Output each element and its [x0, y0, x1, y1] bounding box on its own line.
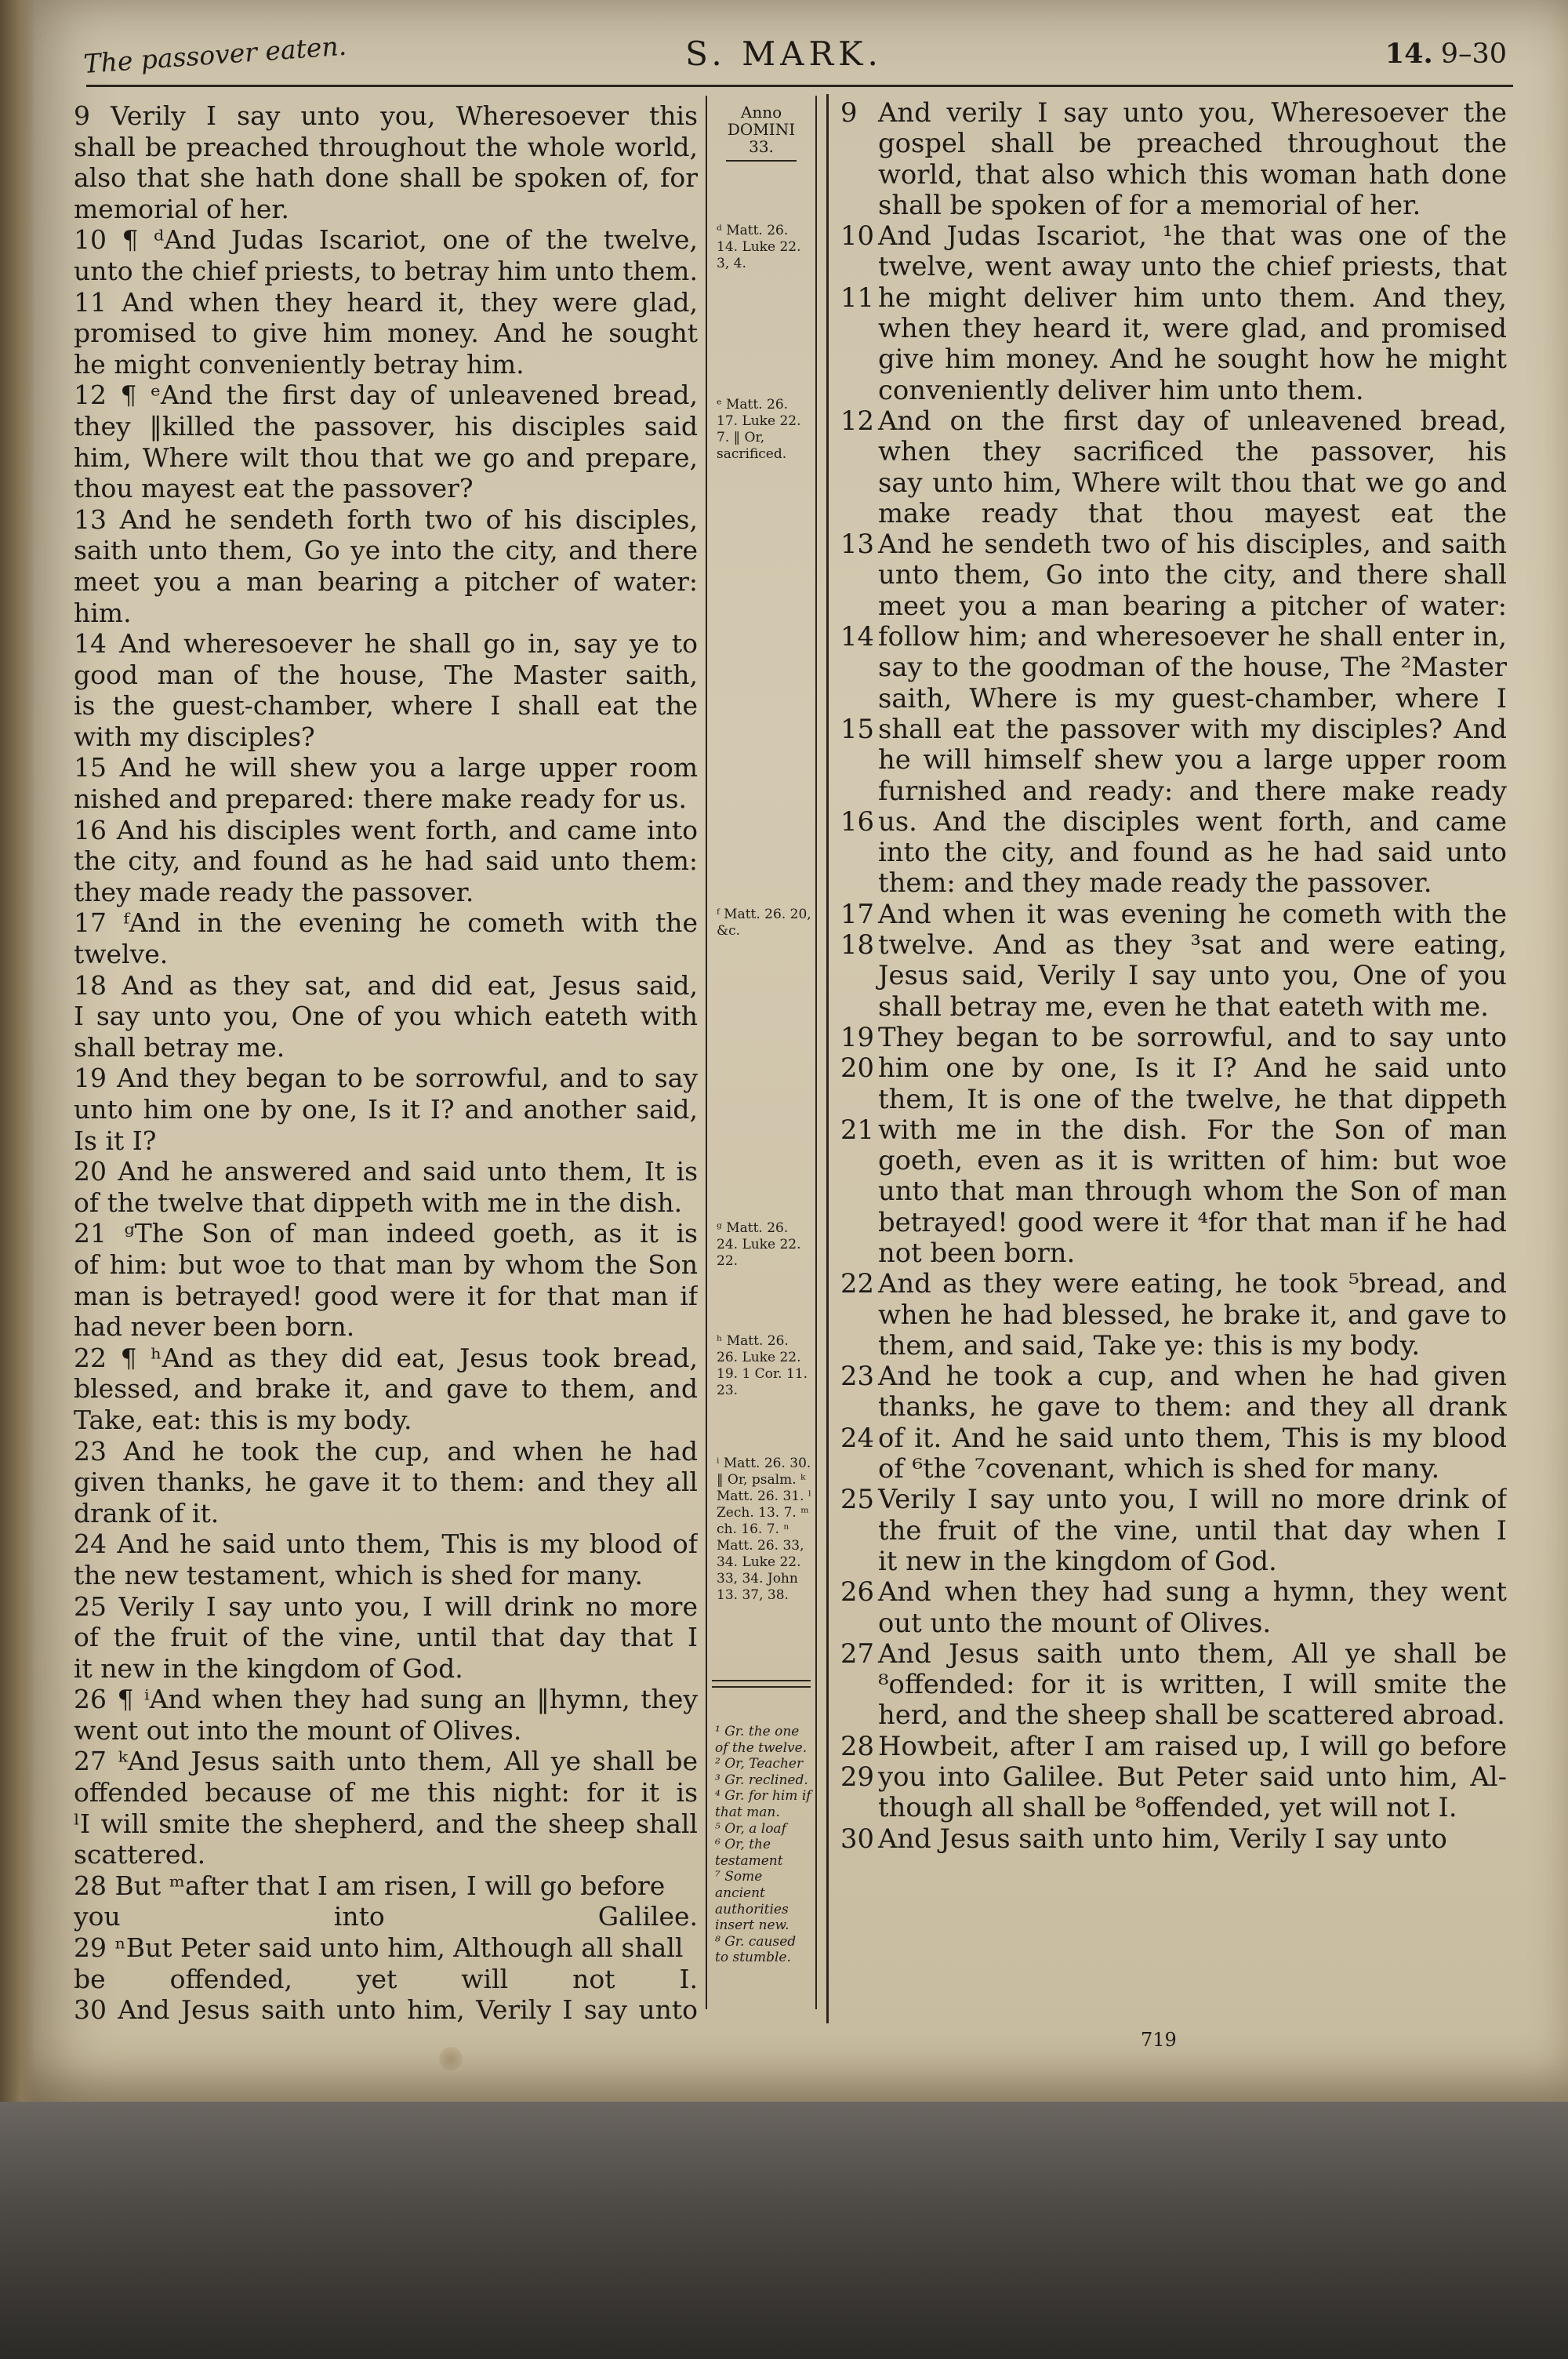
- revised-line: [840, 621, 1507, 652]
- kjv-line-text: 16 And his disciples went forth, and came into: [74, 814, 698, 845]
- revised-line-text: he might deliver him unto them. And they,: [878, 282, 1507, 313]
- kjv-line: [74, 1001, 698, 1032]
- kjv-line-text: you into Galilee.: [74, 1901, 698, 1932]
- kjv-line-text: 30 And Jesus saith unto him, Verily I say unto: [74, 1994, 698, 2026]
- reference-margin: [706, 96, 817, 2009]
- kjv-line: [74, 1901, 698, 1932]
- kjv-line-text: be offended, yet will not I.: [74, 1963, 698, 1994]
- revised-line: [840, 190, 1507, 220]
- revised-line-text: meet you a man bearing a pitcher of water:: [878, 590, 1507, 621]
- revised-line-text: them, and said, Take ye: this is my body.: [878, 1329, 1421, 1361]
- kjv-line: [74, 628, 698, 660]
- revised-line-text: follow him; and wheresoever he shall enter in,: [878, 621, 1507, 652]
- footnote: ⁴ Gr. for him if that man.: [715, 1788, 811, 1820]
- kjv-line-text: 13 And he sendeth forth two of his disciples,: [74, 503, 698, 535]
- kjv-line: [74, 256, 698, 287]
- chapter-number: 14.: [1385, 38, 1433, 70]
- revised-line-text: say to the goodman of the house, The ²Master: [878, 652, 1507, 683]
- revised-line-text: make ready that thou mayest eat the: [878, 497, 1507, 529]
- revised-line-text: gospel shall be preached throughout the: [878, 128, 1507, 159]
- kjv-line-text: scattered.: [74, 1839, 206, 1870]
- kjv-line: [74, 1528, 698, 1560]
- verse-number: 28: [840, 1730, 875, 1761]
- kjv-line-text: the city, and found as he had said unto them:: [74, 845, 698, 877]
- revised-line: [840, 899, 1507, 929]
- running-head-left: The passover eaten.: [82, 30, 348, 79]
- footnote: ⁵ Or, a loaf: [715, 1820, 786, 1837]
- revised-line-text: into the city, and found as he had said unto: [878, 837, 1507, 868]
- kjv-line: [74, 535, 698, 566]
- kjv-line: [74, 224, 698, 256]
- revised-line: [840, 1084, 1507, 1114]
- revised-line-text: with me in the dish. For the Son of man: [878, 1114, 1507, 1145]
- revised-line: [840, 1576, 1507, 1607]
- kjv-line: [74, 504, 698, 536]
- revised-line-text: And Judas Iscariot, ¹he that was one of the: [878, 220, 1507, 252]
- anno-domini: [707, 104, 815, 162]
- revised-line-text: And Jesus saith unto him, Verily I say unto: [878, 1823, 1447, 1854]
- kjv-line-text: unto the chief priests, to betray him unto them.: [74, 255, 698, 286]
- revised-line-text: when they sacrificed the passover, his: [878, 436, 1507, 467]
- verse-number: 19: [840, 1021, 875, 1052]
- kjv-line: [74, 815, 698, 846]
- kjv-line-text: 20 And he answered and said unto them, It is: [74, 1156, 698, 1187]
- kjv-line: [74, 1343, 698, 1374]
- kjv-line-text: unto him one by one, Is it I? and another said,: [74, 1094, 698, 1125]
- revised-line: [840, 1792, 1507, 1823]
- revised-line: [840, 1330, 1507, 1361]
- kjv-line: [74, 722, 698, 753]
- verse-number: 27: [840, 1637, 875, 1669]
- kjv-line-text: of him: but woe to that man by whom the Son: [74, 1249, 698, 1280]
- revised-line-text: the fruit of the vine, until that day when I: [878, 1514, 1507, 1546]
- revised-line: [840, 867, 1507, 898]
- revised-line-text: you into Galilee. But Peter said unto him, Al-: [878, 1761, 1507, 1793]
- kjv-line-text: memorial of her.: [74, 193, 290, 224]
- revised-line: [840, 405, 1507, 436]
- verse-number: 9: [840, 97, 858, 128]
- revised-line: [840, 1608, 1507, 1638]
- revised-line: [840, 1515, 1507, 1546]
- kjv-line-text: shall be preached throughout the whole world,: [74, 131, 698, 162]
- kjv-line: [74, 1560, 698, 1591]
- page-stain: [439, 2047, 463, 2070]
- revised-line: [840, 1145, 1507, 1176]
- revised-line-text: conveniently deliver him unto them.: [878, 374, 1364, 405]
- margin-note: ᵍ Matt. 26. 24. Luke 22. 22.: [717, 1220, 801, 1269]
- kjv-line: [74, 100, 698, 132]
- kjv-line: [74, 162, 698, 194]
- revised-line-text: out unto the mount of Olives.: [878, 1607, 1272, 1638]
- kjv-line-text: 17 ᶠAnd in the evening he cometh with the: [74, 907, 698, 939]
- revised-line-text: when they heard it, were glad, and promised: [878, 313, 1507, 344]
- page-number: 719: [1141, 2029, 1177, 2051]
- revised-line: [840, 1361, 1507, 1391]
- kjv-line: [74, 1591, 698, 1623]
- margin-note: ᵈ Matt. 26. 14. Luke 22. 3, 4.: [717, 223, 801, 271]
- kjv-line-text: with my disciples?: [74, 721, 315, 752]
- revised-line-text: And he sendeth two of his disciples, and saith: [878, 529, 1507, 560]
- revised-line-text: of ⁶the ⁷covenant, which is shed for many.: [878, 1453, 1440, 1485]
- kjv-line: [74, 845, 698, 877]
- revised-line: [840, 498, 1507, 529]
- verse-number: 18: [840, 929, 875, 961]
- kjv-line: [74, 877, 698, 908]
- kjv-line: [74, 939, 698, 970]
- margin-note: ⁱ Matt. 26. 30. ‖ Or, psalm. ᵏ Matt. 26. 31. ˡ Zech. 13. 7. ᵐ ch. 16. 7. ⁿ Matt. 26. 33, 34. Luke 22. 33, 34. John 13. 37, 38.: [717, 1456, 812, 1603]
- kjv-line-text: saith unto them, Go ye into the city, and there: [74, 535, 698, 566]
- margin-note: ᶠ Matt. 26. 20, &c.: [717, 907, 811, 939]
- revised-line: [840, 776, 1507, 806]
- revised-line: [840, 683, 1507, 714]
- kjv-line-text: had never been born.: [74, 1311, 355, 1343]
- kjv-line-text: he might conveniently betray him.: [74, 348, 524, 380]
- footnote: ³ Gr. reclined.: [715, 1772, 808, 1788]
- revised-line-text: And as they were eating, he took ⁵bread, and: [878, 1268, 1507, 1299]
- kjv-line: [74, 598, 698, 629]
- verse-number: 20: [840, 1052, 875, 1084]
- verse-number: 12: [840, 405, 875, 436]
- verse-number: 16: [840, 805, 875, 837]
- revised-line: [840, 1423, 1507, 1453]
- revised-line: [840, 1238, 1507, 1268]
- revised-line: [840, 1699, 1507, 1730]
- kjv-line: [74, 907, 698, 939]
- revised-line-text: though all shall be ⁸offended, yet will not I.: [878, 1792, 1457, 1823]
- revised-line: [840, 220, 1507, 251]
- revised-line-text: of it. And he said unto them, This is my blood: [878, 1422, 1507, 1453]
- kjv-column: [74, 100, 698, 2026]
- kjv-line: [74, 752, 698, 783]
- kjv-line: [74, 1094, 698, 1125]
- margin-note: ʰ Matt. 26. 26. Luke 22. 19. 1 Cor. 11. 23.: [717, 1333, 808, 1398]
- kjv-line-text: shall betray me.: [74, 1031, 285, 1063]
- kjv-line: [74, 1218, 698, 1249]
- revised-line-text: twelve. And as they ³sat and were eating,: [878, 929, 1507, 961]
- revised-line: [840, 1207, 1507, 1238]
- kjv-line-text: 25 Verily I say unto you, I will drink no more: [74, 1590, 698, 1622]
- kjv-line: [74, 1125, 698, 1157]
- revised-line-text: They began to be sorrowful, and to say unto: [878, 1021, 1507, 1052]
- kjv-line: [74, 411, 698, 442]
- column-rule: [826, 94, 829, 2023]
- verse-number: 30: [840, 1823, 875, 1854]
- margin-note: ᵉ Matt. 26. 17. Luke 22. 7. ‖ Or, sacrificed.: [717, 397, 801, 462]
- kjv-line-text: promised to give him money. And he sought: [74, 318, 698, 349]
- revised-line-text: when he had blessed, he brake it, and gave to: [878, 1299, 1507, 1330]
- revised-line: [840, 1761, 1507, 1792]
- revised-line: [840, 97, 1507, 128]
- footnote: ⁶ Or, the testament: [715, 1837, 783, 1869]
- kjv-line: [74, 1311, 698, 1343]
- footnote: ² Or, Teacher: [715, 1756, 804, 1772]
- kjv-line: [74, 1281, 698, 1312]
- revised-line: [840, 251, 1507, 282]
- kjv-line: [74, 970, 698, 1001]
- kjv-line-text: 21 ᵍThe Son of man indeed goeth, as it is: [74, 1218, 698, 1249]
- revised-line: [840, 1731, 1507, 1761]
- revised-line-text: us. And the disciples went forth, and came: [878, 805, 1507, 837]
- kjv-line: [74, 1684, 698, 1715]
- revised-line-text: say unto him, Where wilt thou that we go and: [878, 467, 1507, 498]
- revised-line: [840, 1391, 1507, 1422]
- verse-number: 13: [840, 529, 875, 560]
- revised-line-text: world, that also which this woman hath done: [878, 158, 1507, 190]
- revised-line: [840, 436, 1507, 467]
- kjv-line-text: 9 Verily I say unto you, Wheresoever this: [74, 100, 698, 131]
- revised-line: [840, 1114, 1507, 1145]
- verse-number: 21: [840, 1114, 875, 1145]
- revised-line: [840, 744, 1507, 775]
- kjv-line: [74, 1032, 698, 1063]
- header-rule: [86, 85, 1513, 87]
- revised-line-text: them: and they made ready the passover.: [878, 867, 1432, 899]
- revised-line-text: him one by one, Is it I? And he said unto: [878, 1052, 1507, 1084]
- revised-line-text: not been born.: [878, 1237, 1076, 1268]
- kjv-line: [74, 380, 698, 411]
- kjv-line-text: of the twelve that dippeth with me in the dish.: [74, 1187, 683, 1218]
- kjv-line-text: good man of the house, The Master saith,: [74, 659, 698, 690]
- kjv-line-text: thou mayest eat the passover?: [74, 473, 474, 504]
- kjv-line-text: 19 And they began to be sorrowful, and to say: [74, 1063, 698, 1094]
- kjv-line: [74, 1063, 698, 1094]
- revised-line-text: Howbeit, after I am raised up, I will go before: [878, 1730, 1507, 1761]
- revised-line: [840, 159, 1507, 190]
- verse-number: 22: [840, 1268, 875, 1299]
- kjv-line: [74, 566, 698, 598]
- revised-line-text: unto that man through whom the Son of man: [878, 1176, 1507, 1207]
- kjv-line-text: Is it I?: [74, 1125, 157, 1156]
- revised-line-text: thanks, he gave to them: and they all drank: [878, 1391, 1507, 1423]
- kjv-line-text: 22 ¶ ʰAnd as they did eat, Jesus took bread,: [74, 1342, 698, 1373]
- verse-number: 24: [840, 1422, 875, 1453]
- revised-line-text: shall betray me, even he that eateth with me.: [878, 990, 1489, 1022]
- revised-line-text: And he took a cup, and when he had given: [878, 1361, 1507, 1392]
- kjv-line-text: 28 But ᵐafter that I am risen, I will go before: [74, 1870, 666, 1901]
- kjv-line-text: drank of it.: [74, 1497, 220, 1528]
- revised-line-text: ⁸offended: for it is written, I will smite the: [878, 1669, 1507, 1700]
- revised-line-text: Jesus said, Verily I say unto you, One of you: [878, 960, 1507, 991]
- revised-footnotes: [715, 1724, 812, 1966]
- kjv-line-text: 11 And when they heard it, they were glad,: [74, 286, 698, 318]
- revised-line-text: And when it was evening he cometh with the: [878, 898, 1507, 929]
- verse-number: 14: [840, 621, 875, 652]
- footnote: ⁸ Gr. caused to stumble.: [715, 1933, 797, 1966]
- kjv-line-text: him, Where wilt thou that we go and prepare,: [74, 442, 698, 473]
- kjv-line-text: 26 ¶ ⁱAnd when they had sung an ‖hymn, they: [74, 1684, 698, 1715]
- table-surface: [0, 2102, 1568, 2359]
- kjv-line: [74, 1622, 698, 1653]
- revised-line-text: he will himself shew you a large upper room: [878, 744, 1507, 776]
- revised-line: [840, 806, 1507, 837]
- verse-number: 15: [840, 713, 875, 744]
- revised-line: [840, 929, 1507, 960]
- revised-line-text: give him money. And he sought how he might: [878, 343, 1507, 375]
- kjv-line: [74, 783, 698, 815]
- book-gutter: [0, 0, 35, 2102]
- revised-line: [840, 1823, 1507, 1854]
- kjv-line: [74, 1994, 698, 2026]
- revised-line-text: And verily I say unto you, Wheresoever the: [878, 97, 1507, 128]
- revised-line-text: And on the first day of unleavened bread,: [878, 405, 1507, 436]
- revised-line-text: it new in the kingdom of God.: [878, 1545, 1277, 1576]
- kjv-line: [74, 1777, 698, 1808]
- kjv-line-text: went out into the mount of Olives.: [74, 1714, 522, 1746]
- kjv-line-text: nished and prepared: there make ready for us.: [74, 783, 688, 815]
- revised-line-text: And when they had sung a hymn, they went: [878, 1576, 1507, 1608]
- revised-line: [840, 652, 1507, 682]
- kjv-line: [74, 318, 698, 349]
- kjv-line: [74, 132, 698, 163]
- revised-line: [840, 991, 1507, 1022]
- kjv-line-text: is the guest-chamber, where I shall eat the: [74, 690, 698, 722]
- revised-line: [840, 375, 1507, 405]
- kjv-line: [74, 1870, 698, 1902]
- revised-line: [840, 1669, 1507, 1699]
- revised-line: [840, 128, 1507, 158]
- kjv-line-text: 12 ¶ ᵉAnd the first day of unleavened bread,: [74, 380, 698, 411]
- revised-line: [840, 1484, 1507, 1514]
- revised-column: [840, 97, 1507, 1854]
- revised-line-text: goeth, even as it is written of him: but woe: [878, 1145, 1507, 1176]
- kjv-line: [74, 1249, 698, 1281]
- verse-number: 10: [840, 220, 875, 252]
- revised-line: [840, 1176, 1507, 1206]
- kjv-line: [74, 473, 698, 504]
- verse-number: 29: [840, 1761, 875, 1793]
- revised-line-text: shall eat the passover with my disciples? And: [878, 713, 1507, 744]
- kjv-line-text: 14 And wheresoever he shall go in, say ye to: [74, 628, 698, 660]
- revised-line-text: Verily I say unto you, I will no more drink of: [878, 1484, 1507, 1515]
- revised-line: [840, 1546, 1507, 1576]
- kjv-line-text: man is betrayed! good were it for that man if: [74, 1280, 698, 1311]
- kjv-line-text: given thanks, he gave it to them: and they all: [74, 1467, 698, 1498]
- verse-range: 9–30: [1440, 38, 1507, 70]
- revised-line-text: twelve, went away unto the chief priests, that: [878, 251, 1507, 282]
- verse-number: 26: [840, 1576, 875, 1608]
- kjv-line: [74, 1498, 698, 1529]
- kjv-line-text: Take, eat: this is my body.: [74, 1404, 412, 1435]
- anno-line: DOMINI: [727, 120, 796, 139]
- kjv-line-text: him.: [74, 597, 132, 628]
- anno-line: Anno: [740, 103, 782, 122]
- kjv-line: [74, 194, 698, 225]
- kjv-line: [74, 1436, 698, 1467]
- revised-line: [840, 960, 1507, 990]
- footnote: ⁷ Some ancient authorities insert new.: [715, 1869, 789, 1934]
- kjv-line: [74, 1964, 698, 1995]
- kjv-line: [74, 287, 698, 318]
- kjv-line-text: it new in the kingdom of God.: [74, 1652, 463, 1684]
- kjv-line: [74, 690, 698, 722]
- kjv-line: [74, 1653, 698, 1685]
- revised-line: [840, 837, 1507, 867]
- kjv-line: [74, 1932, 698, 1964]
- kjv-line-text: 27 ᵏAnd Jesus saith unto them, All ye shall be: [74, 1746, 698, 1777]
- chapter-verse-range: [1385, 38, 1507, 70]
- kjv-line-text: ˡI will smite the shepherd, and the sheep shall: [74, 1808, 698, 1839]
- kjv-line-text: 23 And he took the cup, and when he had: [74, 1435, 698, 1467]
- verse-number: 23: [840, 1361, 875, 1392]
- kjv-line-text: 18 And as they sat, and did eat, Jesus said,: [74, 969, 698, 1001]
- verse-number: 11: [840, 282, 875, 313]
- kjv-line-text: twelve.: [74, 939, 169, 970]
- revised-line: [840, 529, 1507, 559]
- kjv-line: [74, 349, 698, 380]
- kjv-line-text: they ‖killed the passover, his disciples said: [74, 410, 698, 442]
- kjv-line-text: the new testament, which is shed for many.: [74, 1559, 643, 1590]
- kjv-line: [74, 1187, 698, 1219]
- revised-line: [840, 714, 1507, 744]
- revised-line: [840, 591, 1507, 621]
- kjv-line: [74, 1373, 698, 1405]
- revised-line-text: unto them, Go into the city, and there shall: [878, 559, 1507, 591]
- kjv-line-text: of the fruit of the vine, until that day that I: [74, 1622, 698, 1653]
- revised-line-text: furnished and ready: and there make ready: [878, 775, 1507, 806]
- revised-line: [840, 1022, 1507, 1052]
- kjv-line: [74, 1808, 698, 1840]
- revised-line-text: betrayed! good were it ⁴for that man if he had: [878, 1206, 1507, 1238]
- revised-line: [840, 1268, 1507, 1299]
- footnote-rule: [712, 1680, 811, 1688]
- revised-line: [840, 313, 1507, 343]
- kjv-line-text: 10 ¶ ᵈAnd Judas Iscariot, one of the twelve,: [74, 224, 698, 256]
- book-title: S. MARK.: [685, 35, 883, 73]
- kjv-line-text: meet you a man bearing a pitcher of water:: [74, 565, 698, 597]
- kjv-line: [74, 1715, 698, 1747]
- revised-line-text: herd, and the sheep shall be scattered abroad.: [878, 1699, 1505, 1731]
- kjv-line-text: 15 And he will shew you a large upper room: [74, 752, 698, 783]
- revised-line-text: saith, Where is my guest-chamber, where I: [878, 682, 1507, 714]
- kjv-line-text: 29 ⁿBut Peter said unto him, Although all shall: [74, 1932, 684, 1964]
- revised-line: [840, 1638, 1507, 1669]
- revised-line: [840, 1052, 1507, 1083]
- revised-line: [840, 282, 1507, 313]
- kjv-line: [74, 1746, 698, 1777]
- kjv-line-text: I say unto you, One of you which eateth with: [74, 1001, 698, 1032]
- kjv-line-text: they made ready the passover.: [74, 876, 474, 907]
- kjv-line-text: 24 And he said unto them, This is my blood of: [74, 1528, 698, 1560]
- kjv-line: [74, 1839, 698, 1870]
- kjv-line: [74, 1467, 698, 1498]
- kjv-line-text: offended because of me this night: for it is: [74, 1777, 698, 1808]
- kjv-line: [74, 660, 698, 691]
- kjv-line: [74, 1156, 698, 1187]
- revised-line-text: shall be spoken of for a memorial of her.: [878, 189, 1421, 220]
- kjv-line: [74, 442, 698, 474]
- verse-number: 25: [840, 1484, 875, 1515]
- revised-line: [840, 559, 1507, 590]
- revised-line: [840, 1453, 1507, 1484]
- anno-year: 33.: [749, 137, 774, 156]
- revised-line: [840, 343, 1507, 374]
- kjv-line-text: also that she hath done shall be spoken of, for: [74, 162, 698, 194]
- footnote: ¹ Gr. the one of the twelve.: [715, 1724, 808, 1756]
- anno-rule: [726, 160, 797, 162]
- verse-number: 17: [840, 898, 875, 929]
- revised-line: [840, 467, 1507, 498]
- revised-line-text: And Jesus saith unto them, All ye shall be: [878, 1637, 1507, 1669]
- kjv-line: [74, 1405, 698, 1436]
- revised-line-text: them, It is one of the twelve, he that dippeth: [878, 1083, 1507, 1114]
- revised-line: [840, 1299, 1507, 1330]
- kjv-line-text: blessed, and brake it, and gave to them, and: [74, 1373, 698, 1405]
